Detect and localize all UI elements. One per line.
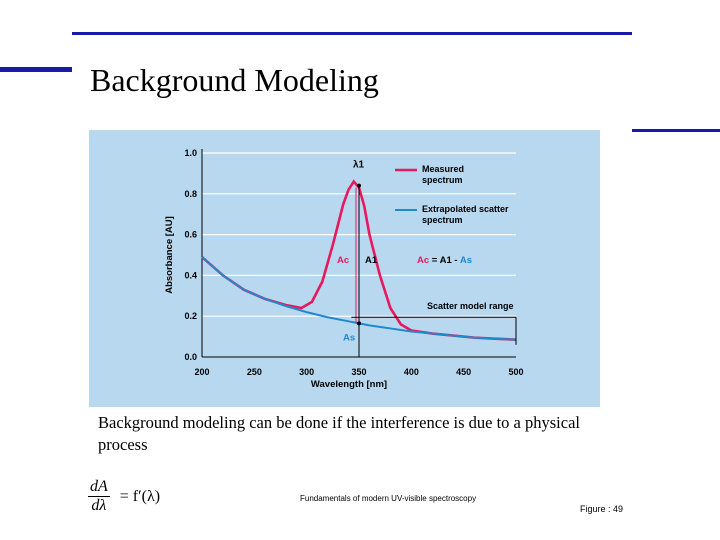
- x-tick-label: 350: [351, 367, 367, 377]
- top-rule: [72, 32, 632, 35]
- formula-fraction: [88, 478, 110, 515]
- x-tick-label: 300: [299, 367, 315, 377]
- x-tick-label: 250: [246, 367, 262, 377]
- y-tick-label: 0.0: [184, 352, 197, 362]
- annotation-ac: Ac: [337, 255, 350, 267]
- x-tick-label: 450: [456, 367, 472, 377]
- y-axis-label: Absorbance [AU]: [164, 216, 175, 294]
- formula-numerator: dA: [90, 478, 108, 495]
- right-rule: [632, 129, 720, 132]
- absorbance-chart: [89, 130, 600, 407]
- annotation-as: As: [343, 332, 356, 344]
- y-tick-label: 0.8: [184, 188, 197, 199]
- figure-number: Figure : 49: [580, 504, 624, 514]
- x-axis-label: Wavelength [nm]: [310, 379, 388, 390]
- legend-label-measured: Measured spectrum: [422, 164, 465, 185]
- scatter-marker: [357, 321, 361, 325]
- slide-title: Background Modeling: [90, 62, 379, 98]
- annotation-scatter-range: Scatter model range: [427, 301, 514, 312]
- y-tick-label: 0.6: [184, 229, 197, 240]
- y-tick-label: 0.2: [184, 311, 197, 322]
- legend-label-scatter: Extrapolated scatter spectrum: [422, 204, 509, 225]
- formula-denominator: dλ: [91, 497, 107, 514]
- slide-caption: Background modeling can be done if the interference is due to a physical process: [98, 413, 580, 454]
- y-tick-label: 1.0: [184, 148, 197, 158]
- spectrum-figure: [89, 130, 600, 407]
- x-tick-label: 500: [508, 367, 524, 377]
- x-tick-label: 200: [194, 367, 210, 377]
- annotation-equation: Ac = A1 - As: [417, 255, 473, 267]
- x-tick-label: 400: [403, 367, 419, 377]
- derivative-formula: [88, 478, 160, 515]
- annotation-a1: A1: [365, 255, 378, 267]
- source-footer: Fundamentals of modern UV-visible spectroscopy: [300, 494, 477, 503]
- formula-rhs: = f′(λ): [119, 487, 161, 505]
- peak-marker: [357, 184, 361, 188]
- annotation-lambda1: λ1: [353, 159, 365, 171]
- y-tick-label: 0.4: [184, 270, 197, 281]
- left-rule: [0, 67, 72, 72]
